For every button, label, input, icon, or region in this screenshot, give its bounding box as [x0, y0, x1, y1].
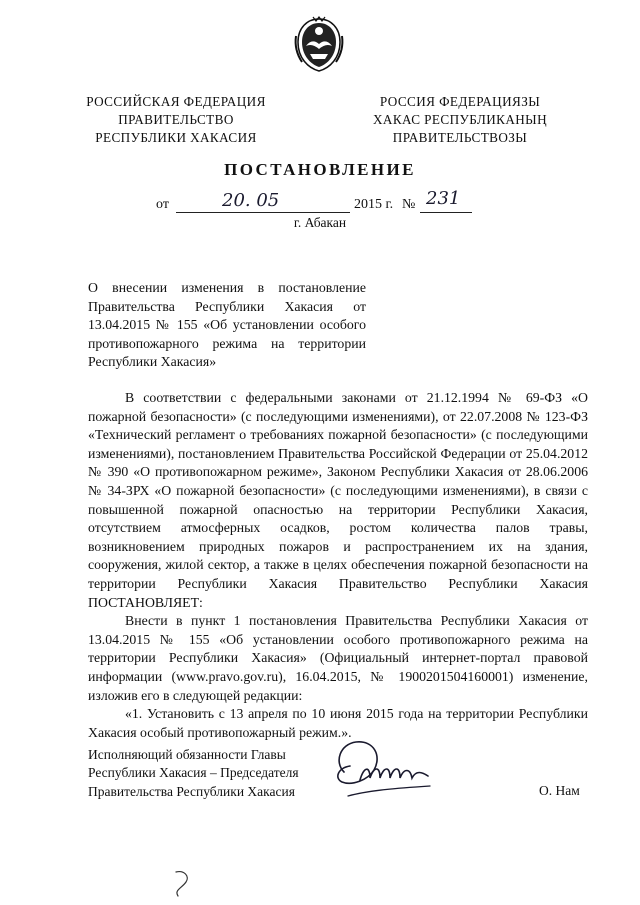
number-handwritten: 231	[426, 188, 461, 209]
signatory-title	[88, 746, 318, 801]
header-right	[360, 93, 560, 147]
subject-line: О внесении изменения в постановление	[88, 280, 366, 295]
date-from-label: от	[156, 197, 169, 212]
document-title: ПОСТАНОВЛЕНИЕ	[224, 160, 416, 179]
body-paragraph-2: Внести в пункт 1 постановления Правительства Республики Хакасия от 13.04.2015 № 155 «Об установлении особого противопожарного режима на территории Республики Хакасия» (Официальный интернет-портал правовой информации (www.pravo.gov.ru), 16.04.2015, № 1900201504160001) изменение, изложив его в следующей редакции:	[88, 613, 588, 703]
number-underline	[420, 212, 472, 213]
header-left-line2: ПРАВИТЕЛЬСТВО	[118, 112, 234, 127]
signatory-line2: Республики Хакасия – Председателя	[88, 765, 299, 781]
document-subject	[88, 279, 366, 372]
header-right-line3: ПРАВИТЕЛЬСТВОЗЫ	[392, 130, 528, 145]
header-right-line2: ХАКАС РЕСПУБЛИКАНЫҢ	[372, 112, 548, 127]
number-label: №	[402, 197, 416, 212]
subject-line: 13.04.2015 № 155 «Об установлении особого	[88, 317, 366, 333]
subject-line: противопожарного режима на территории	[88, 335, 366, 351]
body-paragraph-1: В соответствии с федеральными законами от 21.12.1994 № 69-ФЗ «О пожарной безопасности» (с последующими изменениями), от 22.07.2008 № 123-ФЗ «Технический регламент о требованиях пожарной безопасности» (с последующими изменениями), постановлением Правительства Российской Федерации от 25.04.2012 № 390 «О противопожарном режиме», Законом Республики Хакасия от 28.06.2006 № 34-ЗРХ «О пожарной безопасности» (с последующими изменениями), в связи с повышенной пожарной опасностью на территории Республики Хакасия, отсутствием атмосферных осадков, ростом количества палов травы, возникновением природных пожаров и распространением их на здания, сооружения, жилой сектор, а также в целях обеспечения пожарной безопасности на территории Республики Хакасия Правительство Республики Хакасия ПОСТАНОВЛЯЕТ:	[88, 390, 588, 610]
coat-of-arms-icon	[292, 16, 346, 74]
header-left-line1: РОССИЙСКАЯ ФЕДЕРАЦИЯ	[86, 94, 266, 109]
date-handwritten: 20. 05	[222, 190, 280, 211]
header-left-line3: РЕСПУБЛИКИ ХАКАСИЯ	[95, 130, 257, 145]
body-paragraph-3: «1. Установить с 13 апреля по 10 июня 2015 года на территории Республики Хакасия особый противопожарный режим.».	[88, 706, 588, 740]
signatory-line1: Исполняющий обязанности Главы	[88, 747, 286, 762]
signatory-name: О. Нам	[539, 783, 580, 798]
city-name: г. Абакан	[293, 215, 347, 230]
date-year-label: 2015 г.	[354, 197, 394, 212]
handwritten-signature-icon	[330, 736, 440, 802]
date-underline	[176, 212, 350, 213]
subject-line: Правительства Республики Хакасия от	[88, 298, 366, 314]
header-right-line1: РОССИЯ ФЕДЕРАЦИЯЗЫ	[379, 94, 541, 109]
handwritten-mark-icon	[170, 868, 196, 898]
document-body	[88, 389, 588, 742]
signatory-line3: Правительства Республики Хакасия	[88, 783, 295, 799]
header-left	[72, 93, 280, 147]
subject-line: Республики Хакасия»	[88, 354, 217, 370]
